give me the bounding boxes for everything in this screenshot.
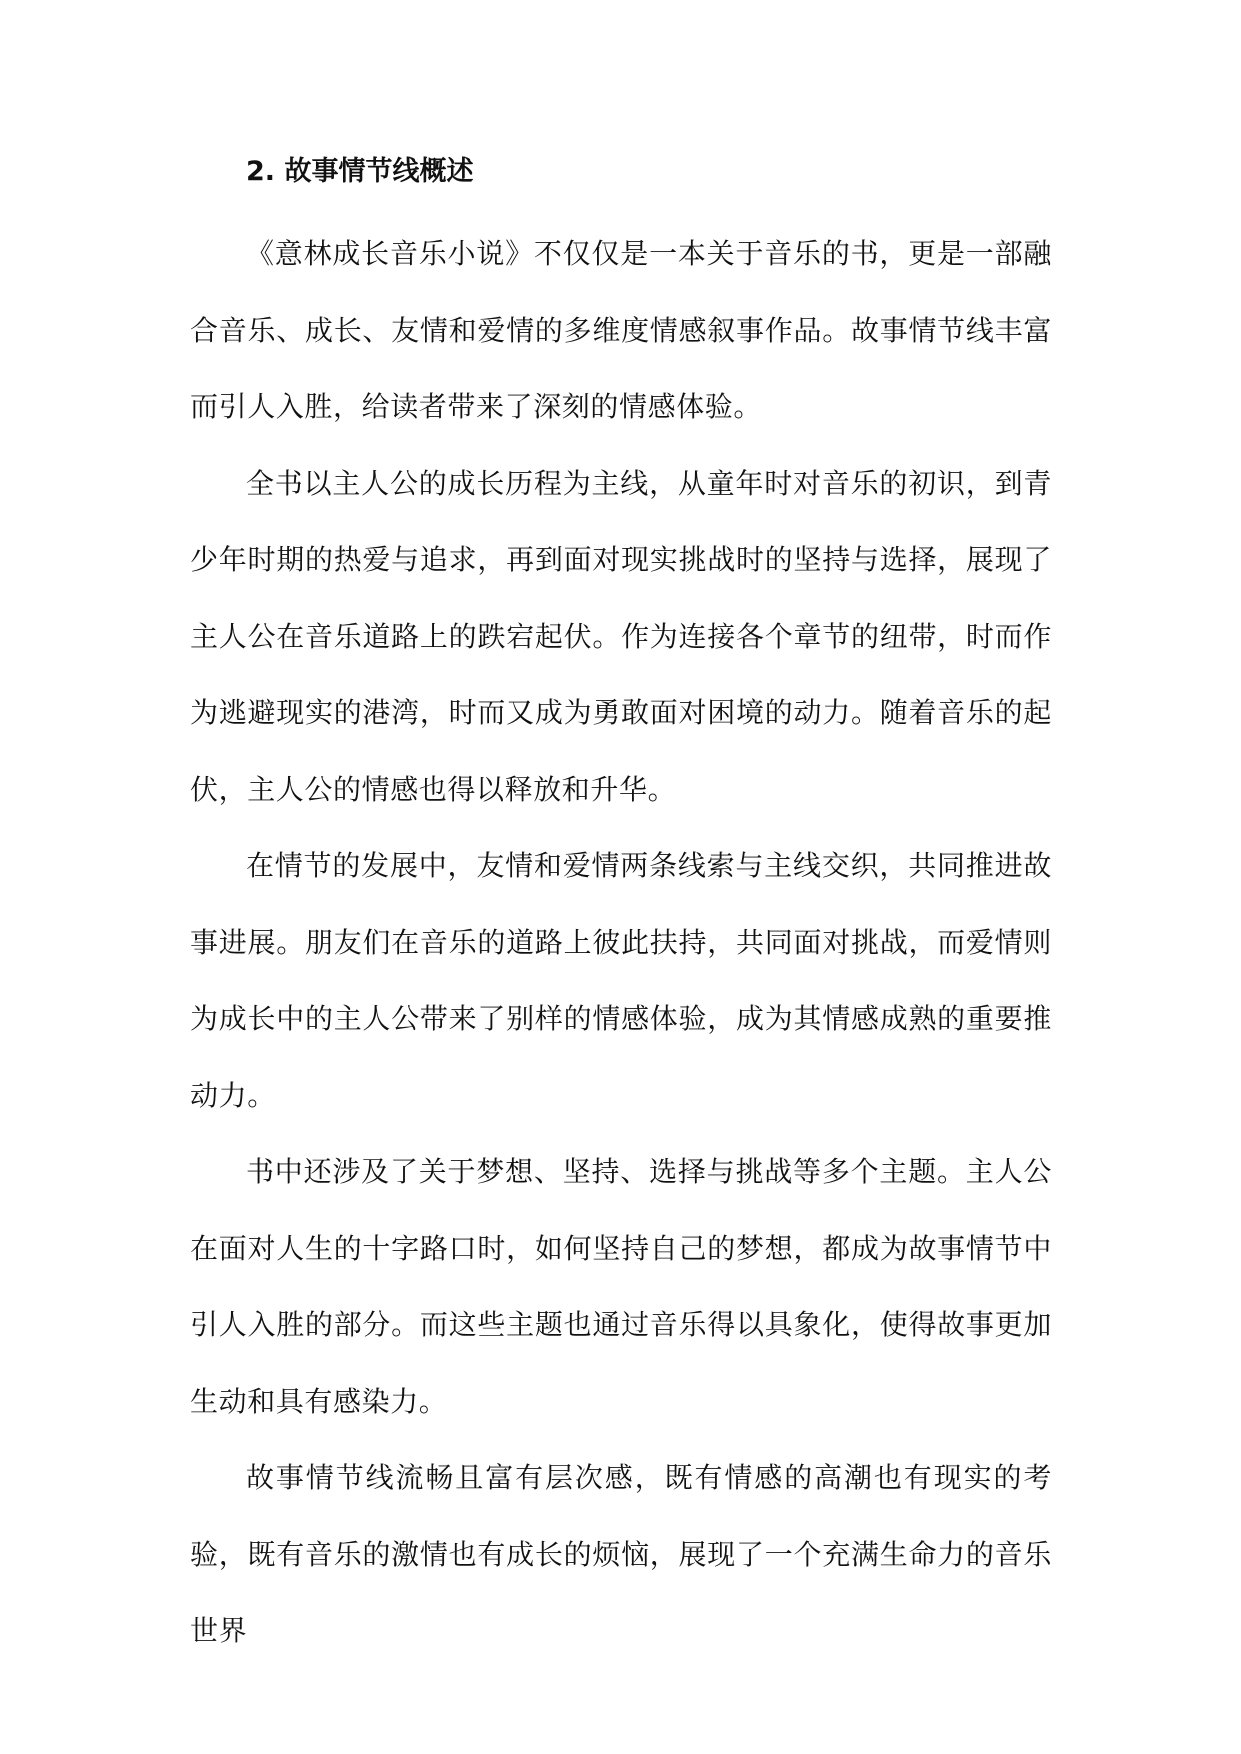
- document-body: [190, 140, 1052, 1670]
- paragraph-5: 故事情节线流畅且富有层次感，既有情感的高潮也有现实的考验，既有音乐的激情也有成长的烦恼，展现了一个充满生命力的音乐世界: [190, 1461, 1052, 1647]
- paragraph-1: 《意林成长音乐小说》不仅仅是一本关于音乐的书，更是一部融合音乐、成长、友情和爱情的多维度情感叙事作品。故事情节线丰富而引人入胜，给读者带来了深刻的情感体验。: [190, 237, 1052, 423]
- paragraph-2: 全书以主人公的成长历程为主线，从童年时对音乐的初识，到青少年时期的热爱与追求，再到面对现实挑战时的坚持与选择，展现了主人公在音乐道路上的跌宕起伏。作为连接各个章节的纽带，时而作为逃避现实的港湾，时而又成为勇敢面对困境的动力。随着音乐的起伏，主人公的情感也得以释放和升华。: [190, 466, 1052, 806]
- paragraph-3: 在情节的发展中，友情和爱情两条线索与主线交织，共同推进故事进展。朋友们在音乐的道路上彼此扶持，共同面对挑战，而爱情则为成长中的主人公带来了别样的情感体验，成为其情感成熟的重要推动力。: [190, 849, 1052, 1112]
- section-heading: 2. 故事情节线概述: [246, 156, 474, 187]
- paragraph-4: 书中还涉及了关于梦想、坚持、选择与挑战等多个主题。主人公在面对人生的十字路口时，如何坚持自己的梦想，都成为故事情节中引人入胜的部分。而这些主题也通过音乐得以具象化，使得故事更加生动和具有感染力。: [190, 1155, 1052, 1418]
